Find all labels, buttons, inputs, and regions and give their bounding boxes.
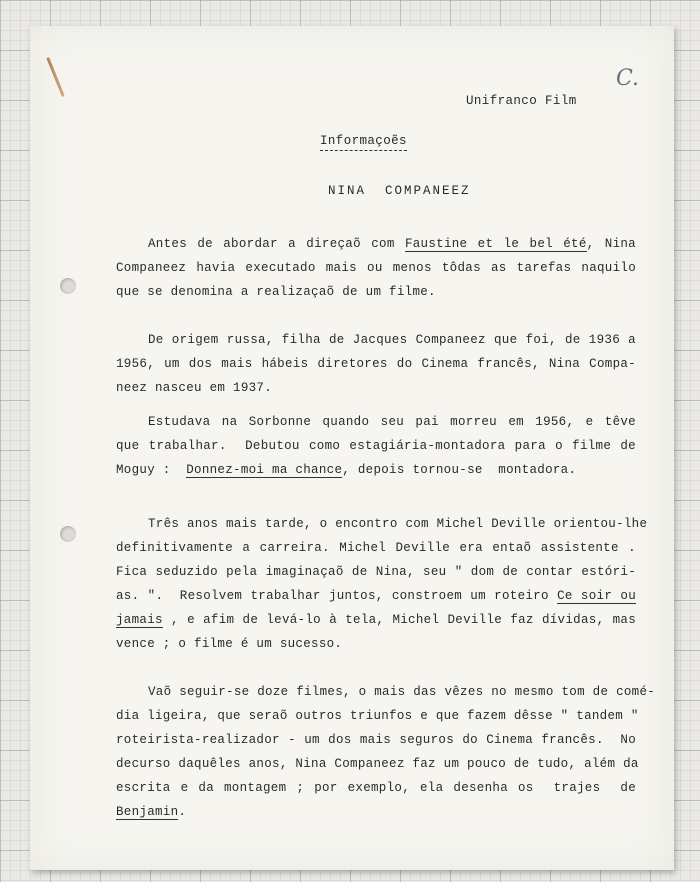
rust-mark bbox=[46, 57, 65, 97]
text-segment: que trabalhar. Debutou como estagiária-montadora para o filme de bbox=[116, 439, 636, 453]
text-line bbox=[116, 560, 636, 584]
text-line bbox=[116, 584, 636, 608]
text-line bbox=[116, 704, 639, 728]
subject-name: NINA COMPANEEZ bbox=[328, 184, 471, 198]
text-segment: , depois tornou-se montadora. bbox=[342, 463, 577, 477]
text-line bbox=[116, 776, 636, 800]
text-line bbox=[116, 680, 656, 704]
text-segment: decurso daquêles anos, Nina Companeez faz um pouco de tudo, além da bbox=[116, 757, 639, 771]
text-line bbox=[116, 352, 636, 376]
text-line bbox=[116, 800, 636, 824]
underlined-title: Ce soir ou bbox=[557, 589, 637, 603]
text-segment: . bbox=[178, 805, 187, 819]
text-segment: que se denomina a realizaçaõ de um filme. bbox=[116, 285, 436, 299]
underlined-title: jamais bbox=[116, 613, 163, 627]
text-segment: neez nasceu em 1937. bbox=[116, 381, 273, 395]
punch-hole-top bbox=[60, 278, 76, 294]
text-line bbox=[116, 512, 648, 536]
paragraph-3 bbox=[116, 410, 636, 482]
paragraph-4 bbox=[116, 512, 648, 656]
paragraph-1 bbox=[116, 232, 636, 304]
text-segment: Fica seduzido pela imaginaçaõ de Nina, seu " dom de contar estóri- bbox=[116, 565, 636, 579]
text-line bbox=[116, 256, 636, 280]
text-segment: escrita e da montagem ; por exemplo, ela desenha os trajes de bbox=[116, 781, 636, 795]
text-segment: Moguy : bbox=[116, 463, 187, 477]
text-segment: definitivamente a carreira. Michel Deville era entaõ assistente . bbox=[116, 541, 636, 555]
text-line bbox=[116, 536, 636, 560]
text-segment: 1956, um dos mais hábeis diretores do Cinema francês, Nina Compa- bbox=[116, 357, 636, 371]
text-line bbox=[116, 632, 636, 656]
underlined-title: Donnez-moi ma chance bbox=[186, 463, 343, 477]
text-segment: , Nina bbox=[586, 237, 636, 251]
text-line bbox=[116, 608, 636, 632]
paragraph-2 bbox=[116, 328, 636, 400]
text-line bbox=[116, 434, 636, 458]
text-line bbox=[116, 376, 636, 400]
text-segment: Companeez havia executado mais ou menos tôdas as tarefas naquilo bbox=[116, 261, 636, 275]
paragraph-5 bbox=[116, 680, 656, 824]
text-line bbox=[116, 458, 636, 482]
underlined-title: Faustine et le bel été bbox=[404, 237, 587, 251]
text-line bbox=[116, 232, 636, 256]
company-name: Unifranco Film bbox=[466, 94, 577, 108]
text-line bbox=[116, 728, 636, 752]
text-segment: roteirista-realizador - um dos mais seguros do Cinema francês. No bbox=[116, 733, 636, 747]
text-segment: dia ligeira, que seraõ outros triunfos e que fazem dêsse " tandem " bbox=[116, 709, 639, 723]
punch-hole-bottom bbox=[60, 526, 76, 542]
typed-document-sheet bbox=[30, 26, 674, 870]
text-segment: Vaõ seguir-se doze filmes, o mais das vêzes no mesmo tom de comé- bbox=[148, 685, 656, 699]
text-segment: Antes de abordar a direçaõ com bbox=[148, 237, 405, 251]
underlined-title: Benjamin bbox=[116, 805, 179, 819]
text-line bbox=[116, 328, 636, 352]
text-line bbox=[116, 410, 636, 434]
text-segment: , e afim de levá-lo à tela, Michel Deville faz dívidas, mas bbox=[162, 613, 636, 627]
text-segment: as. ". Resolvem trabalhar juntos, constroem um roteiro bbox=[116, 589, 558, 603]
document-title: Informaçoẽs bbox=[320, 134, 407, 151]
text-segment: vence ; o filme é um sucesso. bbox=[116, 637, 343, 651]
text-segment: Estudava na Sorbonne quando seu pai morreu em 1956, e têve bbox=[148, 415, 636, 429]
text-line bbox=[116, 280, 636, 304]
handwritten-mark: C. bbox=[616, 66, 640, 91]
text-segment: De origem russa, filha de Jacques Companeez que foi, de 1936 a bbox=[148, 333, 636, 347]
text-line bbox=[116, 752, 639, 776]
text-segment: Três anos mais tarde, o encontro com Michel Deville orientou-lhe bbox=[148, 517, 648, 531]
